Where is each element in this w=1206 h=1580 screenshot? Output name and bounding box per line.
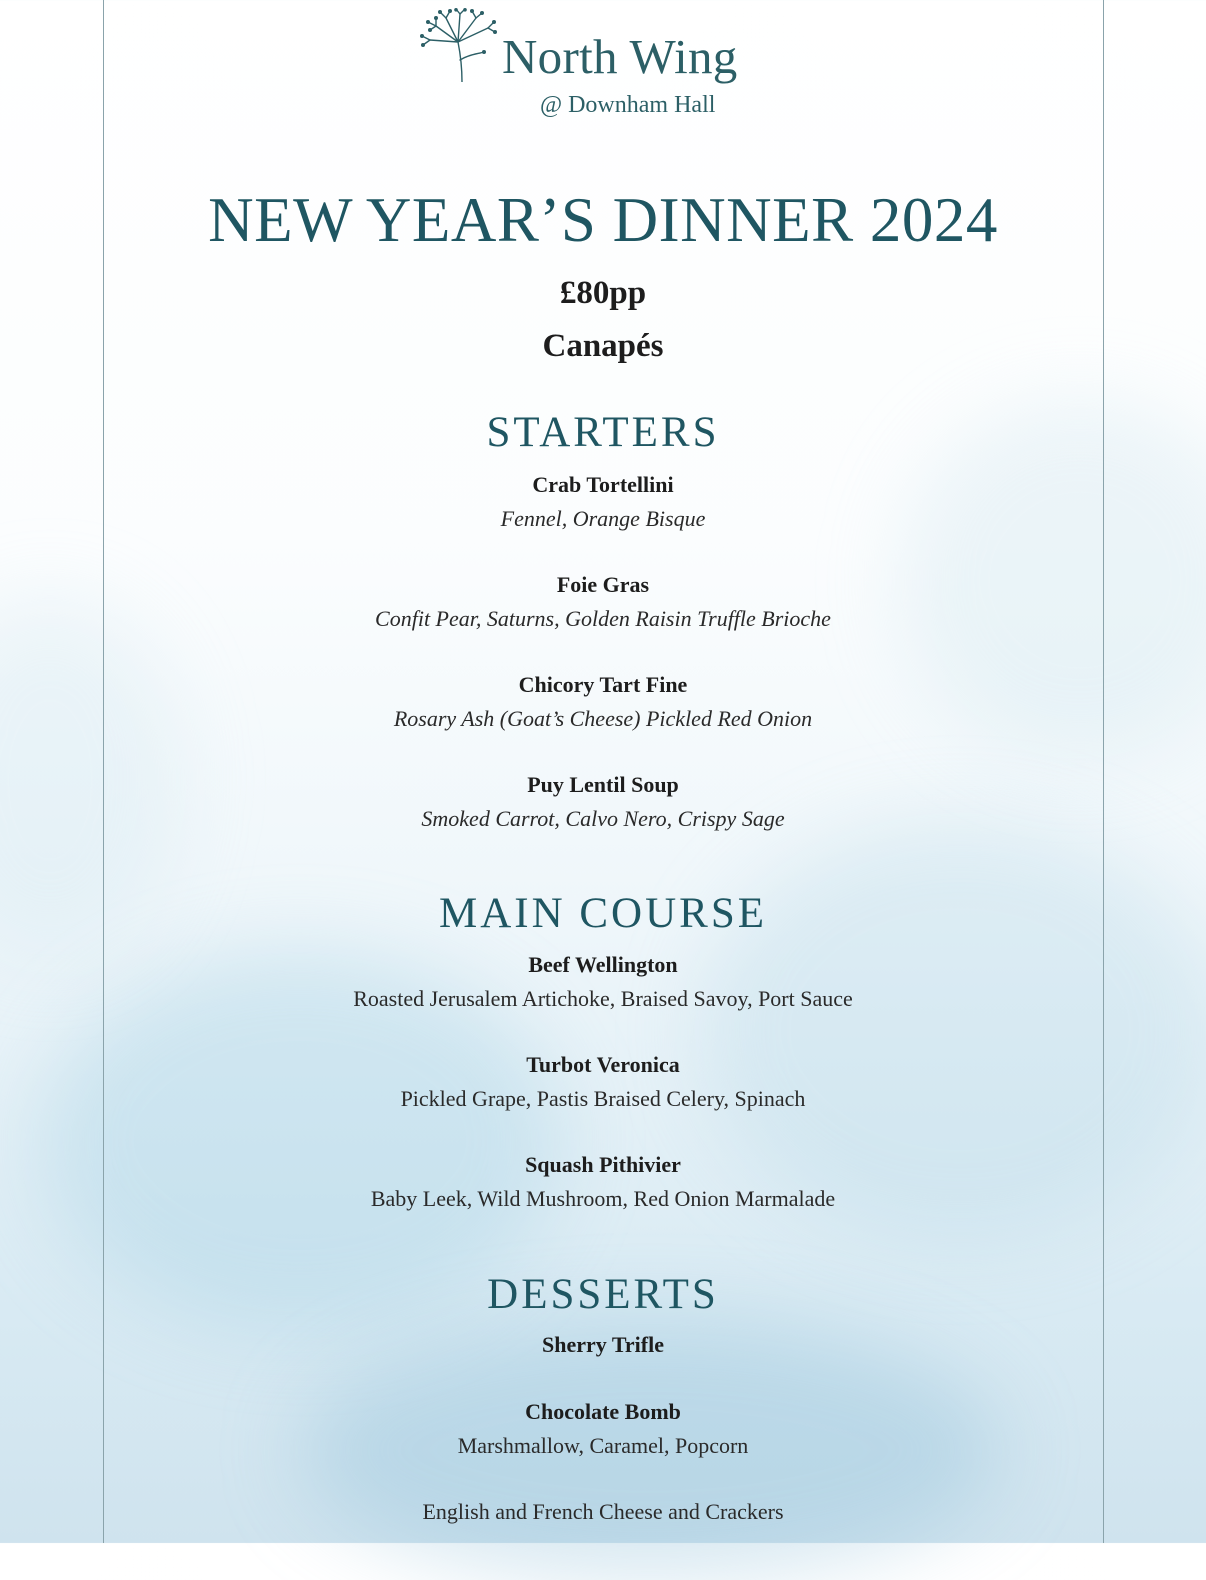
brand-location: @ Downham Hall (540, 92, 716, 118)
menu-item-name: Chicory Tart Fine (518, 672, 688, 697)
menu-item-name: Sherry Trifle (542, 1332, 664, 1357)
price: £80pp (559, 275, 647, 311)
menu-item-name: Turbot Veronica (526, 1052, 680, 1077)
section-heading-starters: STARTERS (486, 409, 720, 456)
cheese-course: English and French Cheese and Crackers (422, 1499, 784, 1524)
logo (418, 8, 798, 120)
brand-name: North Wing (502, 29, 738, 84)
menu-item-description: Pickled Grape, Pastis Braised Celery, Spinach (400, 1086, 806, 1111)
canapes-label: Canapés (542, 328, 664, 364)
page-title: NEW YEAR’S DINNER 2024 (208, 185, 998, 255)
menu-item-description: Roasted Jerusalem Artichoke, Braised Savoy, Port Sauce (353, 986, 853, 1011)
menu-item-name: Puy Lentil Soup (527, 772, 679, 797)
cow-parsley-icon (418, 8, 498, 82)
menu-item-name: Squash Pithivier (525, 1152, 681, 1177)
menu-item-name: Crab Tortellini (532, 472, 674, 497)
menu-item-description: Marshmallow, Caramel, Popcorn (457, 1433, 749, 1458)
menu-item-description: Confit Pear, Saturns, Golden Raisin Truffle Brioche (375, 606, 831, 631)
menu-item-description: Fennel, Orange Bisque (500, 506, 706, 531)
menu-item-description: Baby Leek, Wild Mushroom, Red Onion Marmalade (370, 1186, 836, 1211)
menu-item-name: Chocolate Bomb (525, 1399, 681, 1424)
menu-item-description: Rosary Ash (Goat’s Cheese) Pickled Red Onion (393, 706, 813, 731)
menu-item-name: Foie Gras (556, 572, 650, 597)
menu-item-name: Beef Wellington (528, 952, 678, 977)
section-heading-desserts: DESSERTS (487, 1271, 719, 1318)
section-heading-main-course: MAIN COURSE (438, 890, 768, 937)
menu-item-description: Smoked Carrot, Calvo Nero, Crispy Sage (421, 806, 785, 831)
